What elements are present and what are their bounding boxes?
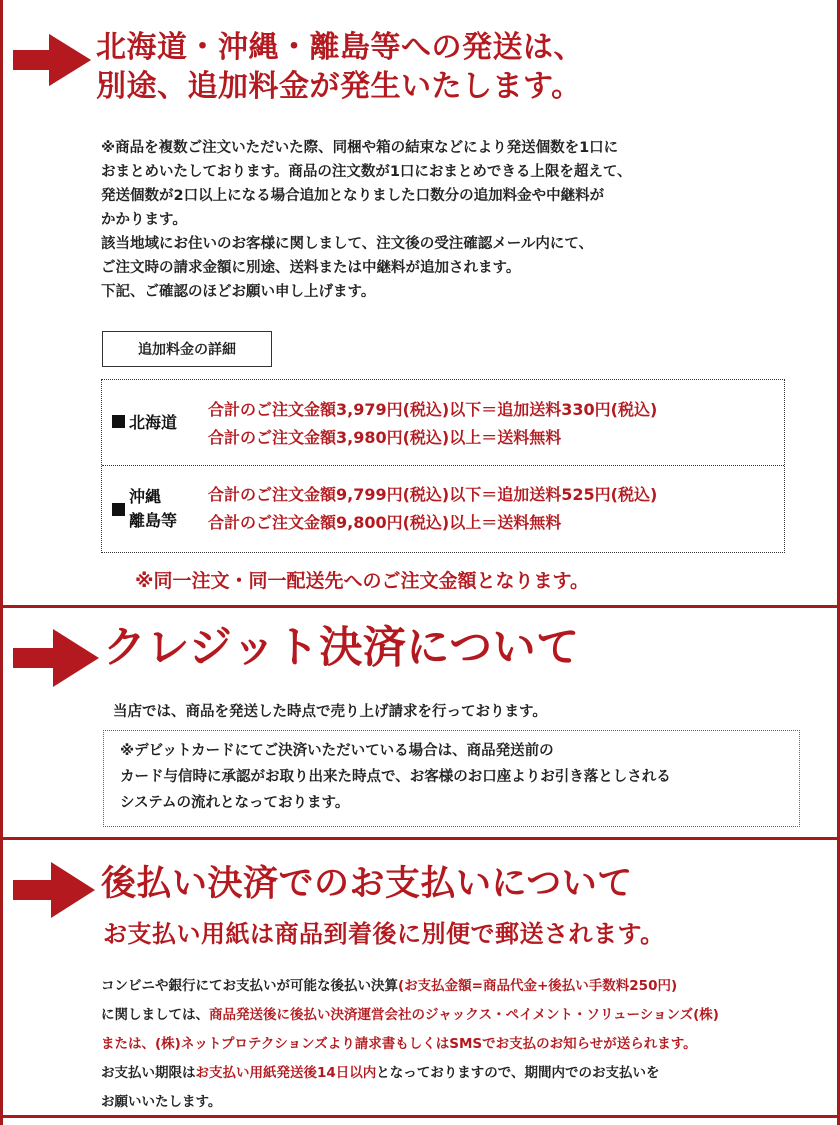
region-name: 北海道 [129, 413, 178, 432]
region-name: 離島等 [129, 511, 178, 530]
deadline-highlight: お支払い用紙発送後14日以内 [195, 1065, 377, 1081]
fee-row-okinawa [102, 466, 784, 552]
paragraph-line: 下記、ご確認のほどお願い申し上げます。 [101, 284, 376, 300]
square-bullet-icon [112, 415, 125, 428]
credit-payment-heading: クレジット決済について [103, 623, 580, 673]
deferred-payment-heading: 後払い決済でのお支払いについて [101, 864, 633, 904]
paragraph-line [101, 1001, 801, 1030]
fee-lines [208, 396, 657, 452]
debit-card-note-box [103, 730, 800, 827]
credit-payment-lead: 当店では、商品を発送した時点で売り上げ請求を行っております。 [113, 704, 547, 720]
heading-line: 別途、追加料金が発生いたします。 [96, 69, 582, 104]
remote-shipping-heading [96, 28, 584, 106]
paragraph-line: おまとめいたしております。商品の注文数が1口におまとめできる上限を超えて、 [101, 164, 632, 180]
text-span: コンビニや銀行にてお支払いが可能な後払い決算 [101, 978, 398, 994]
same-order-note: ※同一注文・同一配送先へのご注文金額となります。 [135, 570, 589, 592]
region-label [112, 410, 177, 433]
region-label [112, 485, 177, 533]
fee-lines [208, 481, 657, 537]
arrow-right-icon [13, 860, 95, 920]
region-name: 沖縄 [129, 487, 162, 506]
text-span: に関しましては、 [101, 1007, 209, 1023]
paragraph-line [101, 972, 801, 1001]
arrow-right-icon [13, 32, 91, 88]
fee-line: 合計のご注文金額9,800円(税込)以上＝送料無料 [208, 513, 562, 532]
heading-line: 北海道・沖縄・離島等への発送は、 [96, 30, 584, 65]
company-highlight: 商品発送後に後払い決済運営会社のジャックス・ペイメント・ソリューションズ(株) [209, 1007, 719, 1023]
remote-shipping-description [101, 136, 801, 304]
fee-row-hokkaido [102, 380, 784, 466]
note-line: ※デビットカードにてご決済いただいている場合は、商品発送前の [120, 743, 554, 759]
square-bullet-icon [112, 503, 125, 516]
deferred-payment-description [101, 972, 801, 1117]
paragraph-line: ご注文時の請求金額に別途、送料または中継料が追加されます。 [101, 260, 521, 276]
paragraph-line [101, 1059, 801, 1088]
fee-table [101, 379, 785, 553]
fee-line: 合計のご注文金額3,980円(税込)以上＝送料無料 [208, 428, 562, 447]
paragraph-line: または、(株)ネットプロテクションズより請求書もしくはSMSでお支払のお知らせが送られます。 [101, 1036, 697, 1052]
text-span: となっておりますので、期間内でのお支払いを [376, 1065, 660, 1081]
fee-line: 合計のご注文金額3,979円(税込)以下＝追加送料330円(税込) [208, 400, 658, 419]
deferred-payment-subheading: お支払い用紙は商品到着後に別便で郵送されます。 [103, 920, 665, 948]
paragraph-line: ※商品を複数ご注文いただいた際、同梱や箱の結束などにより発送個数を1口に [101, 140, 619, 156]
paragraph-line: 該当地域にお住いのお客様に関しまして、注文後の受注確認メール内にて、 [101, 236, 594, 252]
text-span: お支払い期限は [101, 1065, 196, 1081]
arrow-right-icon [13, 627, 99, 689]
note-line: システムの流れとなっております。 [120, 795, 350, 811]
paragraph-line: 発送個数が2口以上になる場合追加となりました口数分の追加料金や中継料が [101, 188, 605, 204]
paragraph-line: かかります。 [101, 212, 187, 228]
fee-line: 合計のご注文金額9,799円(税込)以下＝追加送料525円(税込) [208, 485, 658, 504]
fee-highlight: (お支払金額=商品代金+後払い手数料250円) [398, 978, 678, 994]
paragraph-line: お願いいたします。 [101, 1094, 222, 1110]
additional-fee-detail-label: 追加料金の詳細 [102, 331, 272, 367]
note-line: カード与信時に承認がお取り出来た時点で、お客様のお口座よりお引き落としされる [120, 769, 671, 785]
